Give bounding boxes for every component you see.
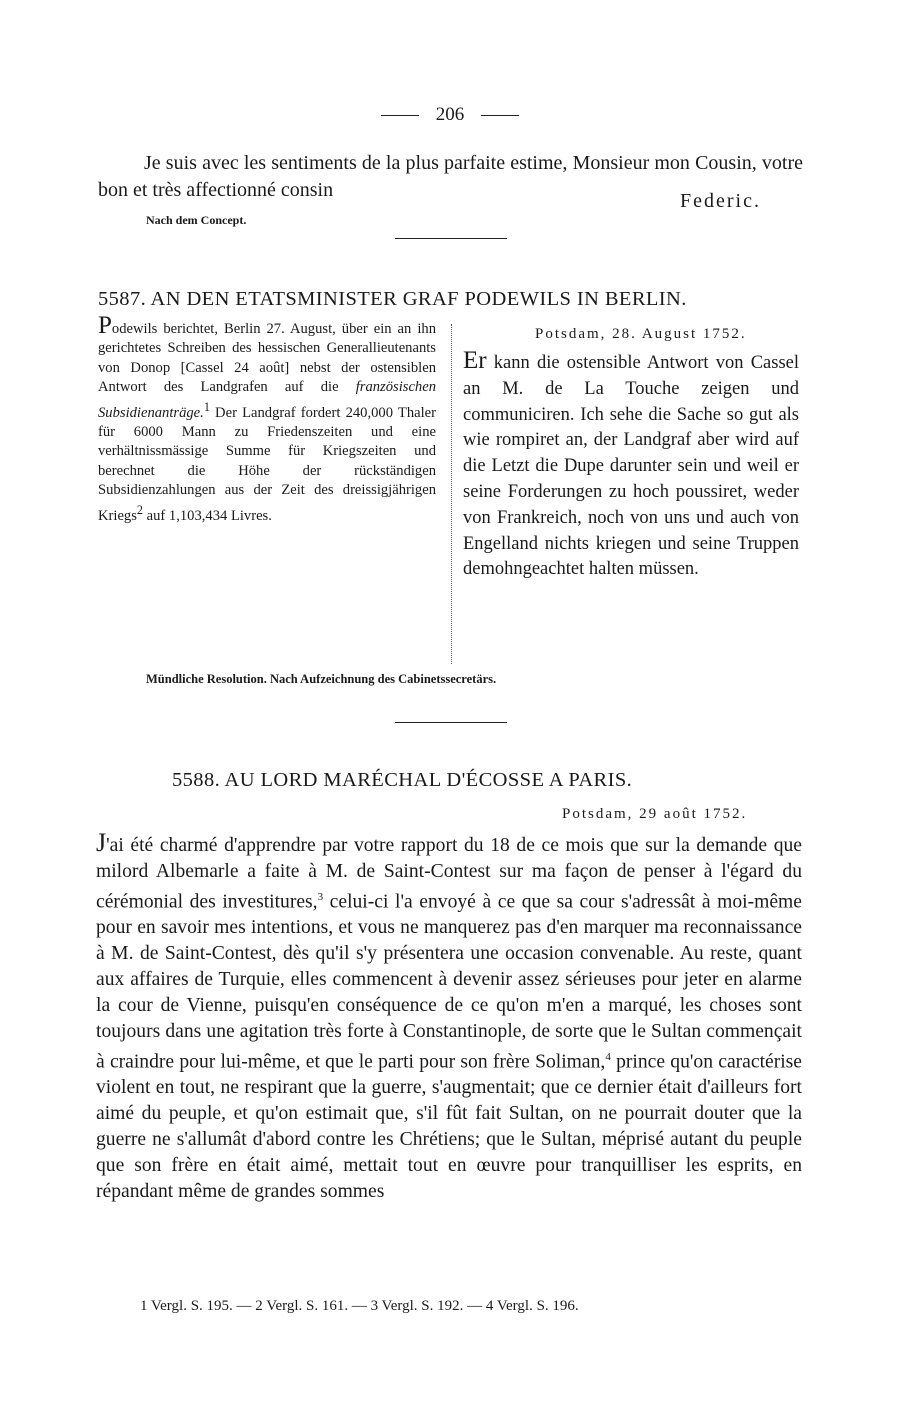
section-rule-2 [395,722,507,723]
resolution-initial: Er [463,347,487,374]
summary-text-2: Der Landgraf fordert 240,000 Thaler für 6000 Mann zu Friedenszeiten und eine verhältnissmässige Summe für Kriegszeiten und berechnet die Höhe der rückständigen Subsidienzahlungen aus der Zeit des dreissigjährigen Kriegs [98,404,436,524]
heading-5587: 5587. AN DEN ETATSMINISTER GRAF PODEWILS IN BERLIN. [98,288,687,310]
source-note: Nach dem Concept. [146,213,247,227]
summary-text-3: auf 1,103,434 Livres. [143,507,272,524]
resolution-text: kann die ostensible Antwort von Cassel an M. de La Touche zeigen und communiciren. Ich sehe die Sache so gut als wie rompiret an, der Landgraf aber wird auf die Letzt die Dupe darunter sein und weil er seine Forderungen zu hoch poussiret, weder von Frankreich, noch von uns und auch von Engelland nichts kriegen und seine Truppen demohngeachtet halten müssen. [463,353,799,580]
footnote-ref-2: 2 [136,502,143,517]
summary-text: odewils berichtet, Berlin 27. August, über ein an ihn gerichtetes Schreiben des hessischen Generallieutenants von Donop [Cassel 24 août] nebst der ostensiblen Antwort des Landgrafen auf die [98,321,436,396]
place-date-5587: Potsdam, 28. August 1752. [535,326,747,342]
summary-initial: P [98,312,112,339]
letter-initial: J [96,828,107,857]
letter-text-1: 'ai été charmé d'apprendre par votre rapport du 18 de ce mois que sur la demande que milord Albemarle a faite à M. de Saint-Contest sur ma façon de penser à l'égard du cérémonial des investitures, [96,835,802,913]
letter-text-2: celui-ci l'a envoyé à ce que sa cour s'adressât à moi-même pour en savoir mes intentions, et vous ne manquerez pas d'en marquer ma reconnaissance à M. de Saint-Contest, dès qu'il s'y présentera une occasion convenable. Au reste, quant aux affaires de Turquie, elles commencent à devenir assez sérieuses pour jeter en alarme la cour de Vienne, puisqu'en conséquence de ce qu'on m'en a marqué, les choses sont toujours dans une agitation très forte à Constantinople, de sorte que le Sultan commençait à craindre pour lui-même, et que le parti pour son frère Soliman, [96,891,802,1073]
footnotes: 1 Vergl. S. 195. — 2 Vergl. S. 161. — 3 Vergl. S. 192. — 4 Vergl. S. 196. [140,1298,579,1314]
summary-5587 [98,312,436,526]
section-rule-1 [395,238,507,239]
footnote-ref-4: 4 [605,1050,611,1063]
column-divider [451,324,452,664]
letter-5588 [96,830,802,1205]
footnote-ref-1: 1 [203,399,210,414]
place-date-5588: Potsdam, 29 août 1752. [562,806,748,822]
summary-italic: französischen Subsidienanträge. [98,379,436,421]
resolution-note: Mündliche Resolution. Nach Aufzeichnung des Cabinetssecretärs. [146,672,497,686]
page-header [0,104,900,126]
signature: Federic. [680,190,761,212]
letter-text-3: prince qu'on caractérise violent en tout, ne respirant que la guerre, s'augmentait; que ce dernier était d'ailleurs fort aimé du peuple, et qu'on estimait que, s'il fût fait Sultan, on ne pourrait douter que la guerre ne s'allumât d'abord contre les Chrétiens; que le Sultan, méprisé autant du peuple que son frère en était aimé, mettait tout en œuvre pour tranquilliser les esprits, en répandant même de grandes sommes [96,1051,802,1202]
resolution-5587 [463,348,799,583]
footnote-ref-3: 3 [317,890,324,903]
page-number: 206 [435,104,465,125]
heading-5588: 5588. AU LORD MARÉCHAL D'ÉCOSSE A PARIS. [172,769,633,791]
header-dash-right [481,115,519,116]
closing-text: Je suis avec les sentiments de la plus parfaite estime, Monsieur mon Cousin, votre bon et très affectionné consin [98,152,803,201]
header-dash-left [381,115,419,116]
